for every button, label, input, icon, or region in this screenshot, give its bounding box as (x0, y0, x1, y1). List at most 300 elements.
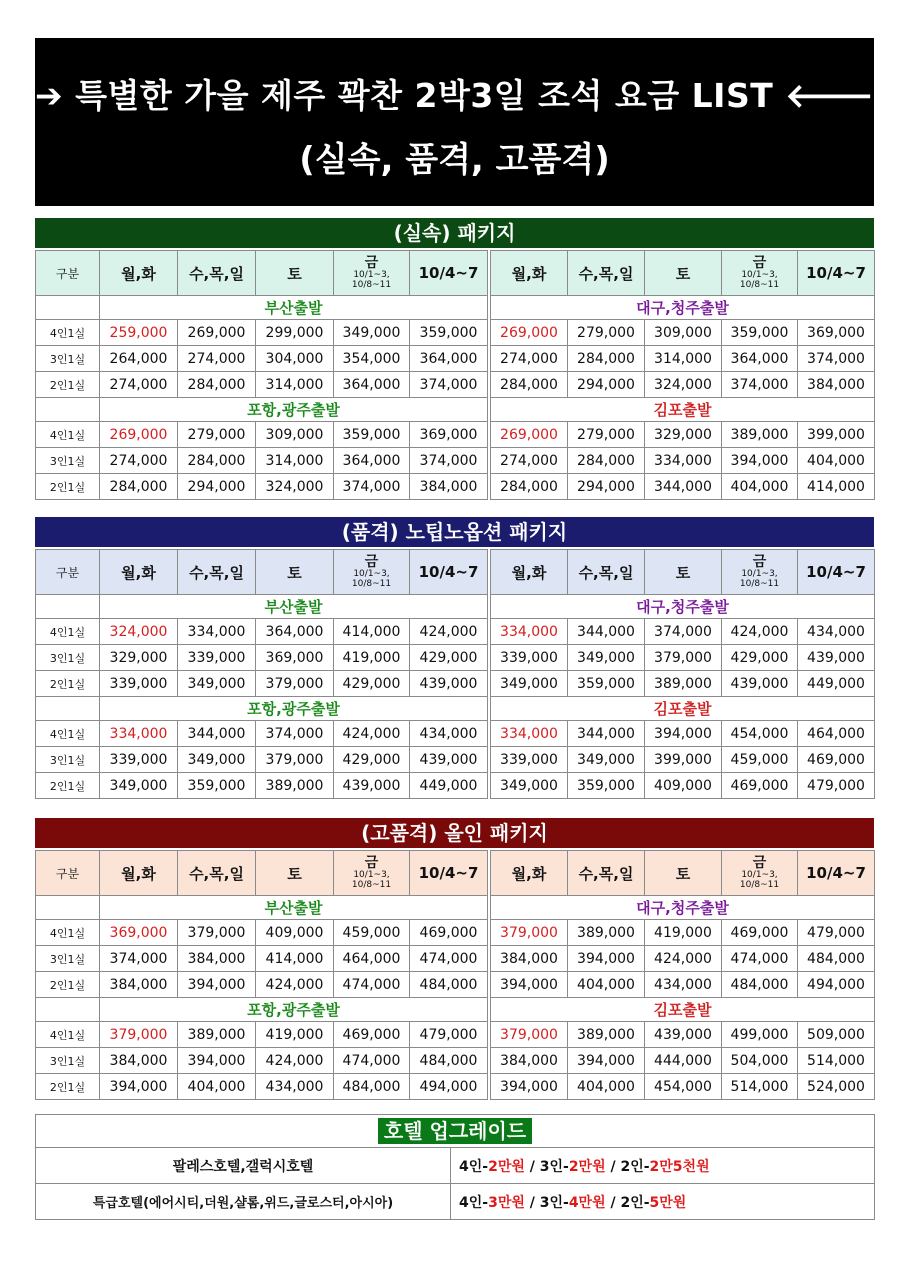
price-cell: 284,000 (568, 448, 645, 474)
table-row (36, 448, 875, 474)
departure-right-title: 김포출발 (491, 697, 875, 721)
price-cell: 449,000 (798, 671, 875, 697)
price-cell: 389,000 (568, 1022, 645, 1048)
room-type-label: 4인1실 (36, 422, 100, 448)
fri-header-note: 10/1~3, 10/8~11 (351, 569, 392, 589)
price-cell: 329,000 (645, 422, 722, 448)
price-cell: 424,000 (256, 972, 334, 998)
price-cell: 349,000 (178, 671, 256, 697)
room-type-label: 4인1실 (36, 721, 100, 747)
price-cell: 439,000 (798, 645, 875, 671)
price-cell: 339,000 (100, 747, 178, 773)
price-cell: 354,000 (334, 346, 410, 372)
price-cell: 434,000 (410, 721, 488, 747)
price-cell: 359,000 (568, 773, 645, 799)
fri-header-label: 금 (364, 554, 379, 570)
banner-subtitle: (실속, 품격, 고품격) (299, 140, 610, 180)
price-cell: 394,000 (491, 972, 568, 998)
fri-header-note: 10/1~3, 10/8~11 (739, 569, 780, 589)
table-row (36, 920, 875, 946)
header-gubun: 구분 (36, 550, 100, 595)
price-cell: 494,000 (410, 1074, 488, 1100)
price-cell: 384,000 (491, 1048, 568, 1074)
price-cell: 469,000 (722, 773, 798, 799)
price-cell: 409,000 (256, 920, 334, 946)
table-row (36, 372, 875, 398)
price-cell: 259,000 (100, 320, 178, 346)
price-cell: 349,000 (100, 773, 178, 799)
column-header: 수,목,일 (178, 851, 256, 896)
column-header: 토 (256, 251, 334, 296)
price-cell: 379,000 (178, 920, 256, 946)
price-cell: 414,000 (334, 619, 410, 645)
price-cell: 294,000 (568, 372, 645, 398)
price-cell: 374,000 (410, 372, 488, 398)
price-cell: 369,000 (798, 320, 875, 346)
price-cell: 339,000 (491, 645, 568, 671)
price-cell: 499,000 (722, 1022, 798, 1048)
price-cell: 464,000 (334, 946, 410, 972)
room-type-label: 4인1실 (36, 1022, 100, 1048)
price-cell: 469,000 (722, 920, 798, 946)
price-cell: 364,000 (334, 448, 410, 474)
price-cell: 339,000 (178, 645, 256, 671)
price-cell: 314,000 (256, 448, 334, 474)
price-cell: 384,000 (798, 372, 875, 398)
price-cell: 284,000 (491, 372, 568, 398)
room-type-label: 3인1실 (36, 645, 100, 671)
fri-header-note: 10/1~3, 10/8~11 (351, 870, 392, 890)
table-row (36, 346, 875, 372)
header-row (36, 851, 875, 896)
upgrade-row (36, 1184, 875, 1220)
price-cell: 384,000 (100, 972, 178, 998)
upgrade-title: 호텔 업그레이드 (378, 1118, 532, 1144)
fri-header-note: 10/1~3, 10/8~11 (351, 270, 392, 290)
table-row (36, 671, 875, 697)
upgrade-header-cell (36, 1115, 875, 1148)
price-cell: 344,000 (178, 721, 256, 747)
price-cell: 269,000 (491, 422, 568, 448)
departure-left-title: 포항,광주출발 (100, 398, 488, 422)
price-cell: 504,000 (722, 1048, 798, 1074)
upgrade-row (36, 1148, 875, 1184)
column-header: 10/4~7 (410, 251, 488, 296)
price-cell: 514,000 (722, 1074, 798, 1100)
price-cell: 374,000 (100, 946, 178, 972)
room-type-label: 3인1실 (36, 946, 100, 972)
column-header (334, 550, 410, 595)
upgrade-label: 4인- (459, 1158, 489, 1175)
price-cell: 469,000 (334, 1022, 410, 1048)
price-cell: 339,000 (100, 671, 178, 697)
price-cell: 334,000 (100, 721, 178, 747)
price-cell: 384,000 (491, 946, 568, 972)
column-header: 월,화 (491, 251, 568, 296)
price-cell: 509,000 (798, 1022, 875, 1048)
price-cell: 359,000 (178, 773, 256, 799)
price-cell: 429,000 (334, 671, 410, 697)
fri-header-label: 금 (364, 255, 379, 271)
price-cell: 424,000 (256, 1048, 334, 1074)
room-type-label: 4인1실 (36, 920, 100, 946)
rate-table (35, 250, 875, 500)
price-cell: 469,000 (798, 747, 875, 773)
table-row (36, 422, 875, 448)
price-cell: 384,000 (178, 946, 256, 972)
group-row (36, 896, 875, 920)
group-row (36, 398, 875, 422)
section-title: (품격) 노팁노옵션 패키지 (35, 517, 874, 547)
price-cell: 394,000 (178, 1048, 256, 1074)
upgrade-price (451, 1148, 875, 1184)
column-header: 수,목,일 (178, 550, 256, 595)
table-row (36, 1048, 875, 1074)
title-banner (35, 38, 874, 206)
price-cell: 334,000 (491, 721, 568, 747)
upgrade-value: 4만원 (568, 1194, 606, 1211)
price-cell: 274,000 (100, 448, 178, 474)
price-cell: 379,000 (256, 747, 334, 773)
price-cell: 439,000 (645, 1022, 722, 1048)
column-header: 월,화 (491, 851, 568, 896)
column-header: 토 (645, 851, 722, 896)
price-cell: 409,000 (645, 773, 722, 799)
price-cell: 484,000 (410, 1048, 488, 1074)
rate-section (35, 517, 874, 799)
column-header: 10/4~7 (410, 550, 488, 595)
upgrade-hotel-name: 팔레스호텔,갤럭시호텔 (36, 1148, 451, 1184)
price-cell: 394,000 (178, 972, 256, 998)
table-row (36, 721, 875, 747)
room-type-label: 3인1실 (36, 1048, 100, 1074)
departure-right-title: 대구,청주출발 (491, 896, 875, 920)
table-row (36, 747, 875, 773)
column-header (722, 251, 798, 296)
upgrade-label: / 3인- (524, 1158, 569, 1175)
price-cell: 284,000 (491, 474, 568, 500)
price-cell: 454,000 (645, 1074, 722, 1100)
price-cell: 309,000 (256, 422, 334, 448)
price-cell: 484,000 (410, 972, 488, 998)
price-cell: 374,000 (798, 346, 875, 372)
room-type-label: 2인1실 (36, 972, 100, 998)
price-cell: 344,000 (568, 619, 645, 645)
price-cell: 484,000 (798, 946, 875, 972)
price-cell: 269,000 (491, 320, 568, 346)
room-type-label: 2인1실 (36, 474, 100, 500)
price-cell: 439,000 (334, 773, 410, 799)
price-cell: 474,000 (334, 972, 410, 998)
upgrade-label: / 2인- (605, 1158, 650, 1175)
table-row (36, 773, 875, 799)
column-header: 10/4~7 (798, 550, 875, 595)
price-cell: 314,000 (256, 372, 334, 398)
price-cell: 449,000 (410, 773, 488, 799)
header-gubun: 구분 (36, 851, 100, 896)
column-header: 월,화 (100, 251, 178, 296)
price-cell: 359,000 (334, 422, 410, 448)
price-cell: 334,000 (178, 619, 256, 645)
price-cell: 459,000 (722, 747, 798, 773)
price-cell: 424,000 (334, 721, 410, 747)
price-cell: 414,000 (798, 474, 875, 500)
rate-table (35, 850, 875, 1100)
upgrade-price (451, 1184, 875, 1220)
price-cell: 494,000 (798, 972, 875, 998)
price-cell: 364,000 (334, 372, 410, 398)
price-cell: 349,000 (568, 645, 645, 671)
table-row (36, 474, 875, 500)
price-cell: 349,000 (491, 773, 568, 799)
room-type-label: 2인1실 (36, 773, 100, 799)
table-row (36, 1022, 875, 1048)
price-cell: 374,000 (722, 372, 798, 398)
room-type-label: 4인1실 (36, 320, 100, 346)
price-cell: 374,000 (410, 448, 488, 474)
column-header: 토 (645, 251, 722, 296)
price-cell: 454,000 (722, 721, 798, 747)
price-cell: 404,000 (568, 972, 645, 998)
price-cell: 324,000 (256, 474, 334, 500)
fri-header-note: 10/1~3, 10/8~11 (739, 270, 780, 290)
price-cell: 374,000 (334, 474, 410, 500)
price-cell: 429,000 (722, 645, 798, 671)
price-cell: 514,000 (798, 1048, 875, 1074)
price-cell: 399,000 (645, 747, 722, 773)
room-type-label: 2인1실 (36, 372, 100, 398)
column-header: 월,화 (491, 550, 568, 595)
price-cell: 419,000 (256, 1022, 334, 1048)
price-cell: 389,000 (568, 920, 645, 946)
room-type-label: 2인1실 (36, 1074, 100, 1100)
room-type-label: 3인1실 (36, 346, 100, 372)
upgrade-value: 2만5천원 (649, 1158, 710, 1175)
price-cell: 339,000 (491, 747, 568, 773)
departure-left-title: 부산출발 (100, 595, 488, 619)
price-cell: 439,000 (410, 671, 488, 697)
column-header: 월,화 (100, 550, 178, 595)
upgrade-label: / 3인- (524, 1194, 569, 1211)
price-cell: 349,000 (334, 320, 410, 346)
group-row (36, 595, 875, 619)
departure-left-title: 포항,광주출발 (100, 697, 488, 721)
price-cell: 369,000 (256, 645, 334, 671)
departure-left-title: 부산출발 (100, 296, 488, 320)
price-cell: 359,000 (722, 320, 798, 346)
price-cell: 404,000 (798, 448, 875, 474)
column-header: 10/4~7 (798, 851, 875, 896)
price-cell: 429,000 (334, 747, 410, 773)
upgrade-hotel-name: 특급호텔(에어시티,더원,샬롬,위드,글로스터,아시아) (36, 1184, 451, 1220)
group-blank (36, 398, 100, 422)
price-cell: 309,000 (645, 320, 722, 346)
price-cell: 394,000 (568, 1048, 645, 1074)
price-cell: 369,000 (410, 422, 488, 448)
column-header: 10/4~7 (798, 251, 875, 296)
price-cell: 484,000 (722, 972, 798, 998)
price-cell: 414,000 (256, 946, 334, 972)
price-cell: 434,000 (798, 619, 875, 645)
price-cell: 479,000 (410, 1022, 488, 1048)
price-cell: 334,000 (645, 448, 722, 474)
group-blank (36, 896, 100, 920)
column-header (334, 851, 410, 896)
price-cell: 279,000 (568, 320, 645, 346)
upgrade-value: 2만원 (568, 1158, 606, 1175)
column-header (334, 251, 410, 296)
table-row (36, 972, 875, 998)
price-cell: 379,000 (491, 920, 568, 946)
column-header: 월,화 (100, 851, 178, 896)
table-row (36, 1074, 875, 1100)
departure-right-title: 대구,청주출발 (491, 595, 875, 619)
price-cell: 419,000 (334, 645, 410, 671)
price-cell: 394,000 (645, 721, 722, 747)
price-cell: 394,000 (722, 448, 798, 474)
room-type-label: 2인1실 (36, 671, 100, 697)
price-cell: 274,000 (491, 346, 568, 372)
price-cell: 359,000 (568, 671, 645, 697)
fri-header-label: 금 (752, 855, 767, 871)
departure-left-title: 포항,광주출발 (100, 998, 488, 1022)
price-cell: 389,000 (645, 671, 722, 697)
price-cell: 434,000 (645, 972, 722, 998)
price-cell: 274,000 (100, 372, 178, 398)
price-cell: 364,000 (256, 619, 334, 645)
price-cell: 474,000 (722, 946, 798, 972)
price-cell: 404,000 (722, 474, 798, 500)
price-cell: 344,000 (568, 721, 645, 747)
upgrade-label: / 2인- (605, 1194, 650, 1211)
price-cell: 429,000 (410, 645, 488, 671)
price-cell: 384,000 (410, 474, 488, 500)
rate-table (35, 549, 875, 799)
room-type-label: 4인1실 (36, 619, 100, 645)
price-cell: 334,000 (491, 619, 568, 645)
table-row (36, 946, 875, 972)
price-cell: 469,000 (410, 920, 488, 946)
price-cell: 314,000 (645, 346, 722, 372)
upgrade-value: 5만원 (649, 1194, 687, 1211)
price-cell: 364,000 (410, 346, 488, 372)
price-cell: 394,000 (491, 1074, 568, 1100)
price-cell: 524,000 (798, 1074, 875, 1100)
price-cell: 299,000 (256, 320, 334, 346)
price-cell: 269,000 (178, 320, 256, 346)
price-cell: 329,000 (100, 645, 178, 671)
fri-header-label: 금 (364, 855, 379, 871)
group-blank (36, 998, 100, 1022)
price-cell: 389,000 (178, 1022, 256, 1048)
price-cell: 479,000 (798, 920, 875, 946)
section-title: (실속) 패키지 (35, 218, 874, 248)
column-header (722, 851, 798, 896)
price-cell: 279,000 (568, 422, 645, 448)
price-cell: 479,000 (798, 773, 875, 799)
price-cell: 379,000 (100, 1022, 178, 1048)
price-cell: 464,000 (798, 721, 875, 747)
price-cell: 324,000 (645, 372, 722, 398)
price-cell: 384,000 (100, 1048, 178, 1074)
price-cell: 284,000 (568, 346, 645, 372)
column-header: 수,목,일 (178, 251, 256, 296)
price-cell: 399,000 (798, 422, 875, 448)
departure-left-title: 부산출발 (100, 896, 488, 920)
price-cell: 284,000 (100, 474, 178, 500)
price-cell: 424,000 (410, 619, 488, 645)
column-header: 수,목,일 (568, 550, 645, 595)
banner-title: ➔ 특별한 가을 제주 꽉찬 2박3일 조석 요금 LIST 🡐 (35, 76, 875, 115)
table-row (36, 320, 875, 346)
price-cell: 404,000 (568, 1074, 645, 1100)
fri-header-label: 금 (752, 255, 767, 271)
price-cell: 389,000 (722, 422, 798, 448)
group-row (36, 296, 875, 320)
group-blank (36, 595, 100, 619)
fri-header-label: 금 (752, 554, 767, 570)
price-cell: 419,000 (645, 920, 722, 946)
price-cell: 474,000 (334, 1048, 410, 1074)
column-header: 수,목,일 (568, 251, 645, 296)
header-gubun: 구분 (36, 251, 100, 296)
price-cell: 324,000 (100, 619, 178, 645)
column-header (722, 550, 798, 595)
price-cell: 349,000 (491, 671, 568, 697)
price-cell: 379,000 (491, 1022, 568, 1048)
price-cell: 484,000 (334, 1074, 410, 1100)
column-header: 토 (256, 851, 334, 896)
departure-right-title: 대구,청주출발 (491, 296, 875, 320)
price-cell: 424,000 (645, 946, 722, 972)
column-header: 10/4~7 (410, 851, 488, 896)
price-cell: 344,000 (645, 474, 722, 500)
upgrade-value: 3만원 (488, 1194, 525, 1211)
price-cell: 294,000 (568, 474, 645, 500)
price-cell: 424,000 (722, 619, 798, 645)
rate-section (35, 218, 874, 500)
rate-section (35, 818, 874, 1100)
departure-right-title: 김포출발 (491, 398, 875, 422)
departure-right-title: 김포출발 (491, 998, 875, 1022)
room-type-label: 3인1실 (36, 747, 100, 773)
column-header: 수,목,일 (568, 851, 645, 896)
header-row (36, 251, 875, 296)
fri-header-note: 10/1~3, 10/8~11 (739, 870, 780, 890)
price-cell: 274,000 (491, 448, 568, 474)
price-cell: 274,000 (178, 346, 256, 372)
price-cell: 369,000 (100, 920, 178, 946)
group-row (36, 998, 875, 1022)
group-row (36, 697, 875, 721)
price-cell: 284,000 (178, 372, 256, 398)
table-row (36, 619, 875, 645)
section-title: (고품격) 올인 패키지 (35, 818, 874, 848)
price-cell: 294,000 (178, 474, 256, 500)
group-blank (36, 697, 100, 721)
price-cell: 434,000 (256, 1074, 334, 1100)
price-cell: 439,000 (410, 747, 488, 773)
price-cell: 474,000 (410, 946, 488, 972)
price-cell: 444,000 (645, 1048, 722, 1074)
column-header: 토 (256, 550, 334, 595)
price-cell: 389,000 (256, 773, 334, 799)
price-cell: 439,000 (722, 671, 798, 697)
price-cell: 349,000 (568, 747, 645, 773)
price-cell: 394,000 (568, 946, 645, 972)
price-cell: 374,000 (256, 721, 334, 747)
price-cell: 269,000 (100, 422, 178, 448)
